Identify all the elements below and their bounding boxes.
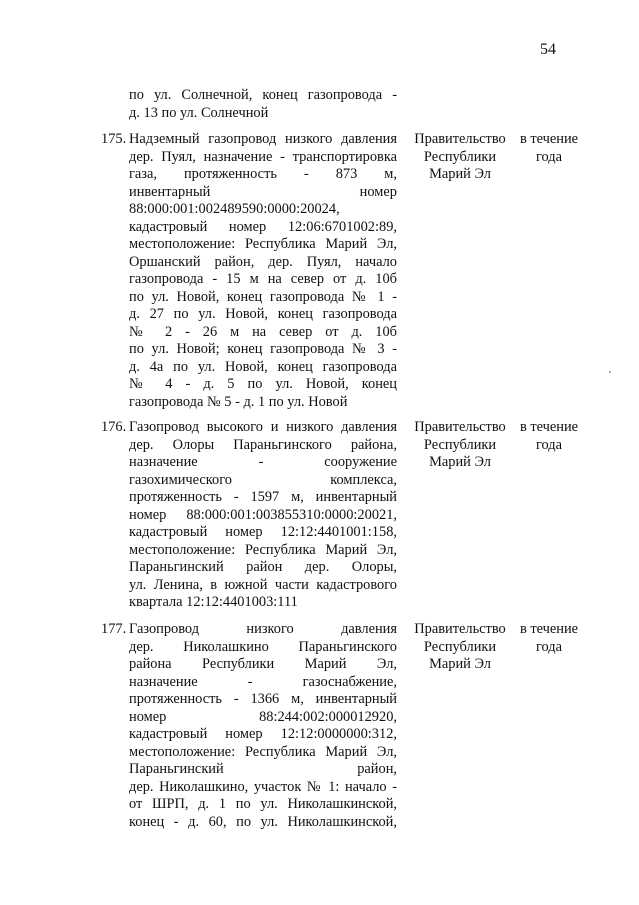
text-line: ул. Ленина, в южной части кадастрового: [129, 576, 397, 593]
text-line: квартала 12:12:4401003:111: [129, 594, 298, 610]
text-line: кадастровый номер 12:12:4401001:158,: [129, 524, 397, 540]
text-line: по ул. Новой; конец газопровода № 3 -: [129, 341, 397, 357]
text-line: местоположение: Республика Марий Эл,: [129, 541, 397, 558]
term-line: года: [535, 638, 563, 655]
owner-line: Правительство: [414, 419, 506, 435]
owner-line: Марий Эл: [429, 166, 491, 182]
text-line: дер. Олоры Параньгинского района,: [129, 436, 397, 453]
text-line: конец - д. 60, по ул. Николашкинской,: [129, 813, 397, 830]
scan-speck: [609, 371, 611, 373]
text-line: Надземный газопровод низкого давления: [129, 131, 397, 147]
text-line: номер 88:000:001:003855310:0000:20021,: [129, 506, 397, 523]
entry-term: [514, 419, 584, 454]
text-line: инвентарный номер: [129, 183, 397, 200]
entry-description: [129, 419, 397, 612]
entry-description: [129, 131, 397, 411]
text-line: 88:000:001:002489590:0000:20024,: [129, 201, 340, 217]
text-line: по ул. Новой, конец газопровода № 1 -: [129, 288, 397, 305]
page-number: 54: [540, 41, 556, 58]
entry-owner: [405, 131, 515, 184]
text-line: газопровода № 5 - д. 1 по ул. Новой: [129, 393, 348, 410]
text-line: местоположение: Республика Марий Эл,: [129, 743, 397, 760]
text-line: Оршанский район, дер. Пуял, начало: [129, 253, 397, 270]
term-line: в течение: [519, 621, 579, 637]
owner-line: Правительство: [414, 131, 506, 147]
text-line: Параньгинский район,: [129, 761, 397, 777]
text-line: Параньгинский район дер. Олоры,: [129, 559, 397, 575]
text-line: Газопровод высокого и низкого давления: [129, 419, 397, 435]
text-line: назначение - газоснабжение,: [129, 673, 397, 690]
continuation-text: [129, 87, 397, 122]
entry-owner: [405, 419, 515, 472]
text-line: назначение - сооружение: [129, 454, 397, 470]
entry-term: [514, 131, 584, 166]
text-line: местоположение: Республика Марий Эл,: [129, 236, 397, 252]
owner-line: Марий Эл: [429, 454, 491, 470]
text-line: № 2 - 26 м на север от д. 10б: [129, 323, 397, 340]
text-line: газопровода - 15 м на север от д. 10б: [129, 271, 397, 287]
text-line: д. 4а по ул. Новой, конец газопровода: [129, 358, 397, 375]
entry-term: [514, 621, 584, 656]
owner-line: Правительство: [414, 621, 506, 637]
text-line: газа, протяженность - 873 м,: [129, 166, 397, 182]
entry-number: 175.: [101, 131, 127, 147]
text-line: номер 88:244:002:000012920,: [129, 708, 397, 725]
owner-line: Республики: [423, 638, 497, 655]
entry-owner: [405, 621, 515, 674]
term-line: года: [535, 148, 563, 165]
text-line: д. 27 по ул. Новой, конец газопровода: [129, 306, 397, 322]
text-line: дер. Николашкино, участок № 1: начало -: [129, 778, 397, 795]
text-line: протяженность - 1597 м, инвентарный: [129, 489, 397, 505]
owner-line: Марий Эл: [429, 656, 491, 672]
text-line: д. 13 по ул. Солнечной: [129, 104, 269, 121]
text-line: кадастровый номер 12:06:6701002:89,: [129, 218, 397, 235]
term-line: в течение: [519, 131, 579, 147]
owner-line: Республики: [423, 436, 497, 453]
term-line: в течение: [519, 419, 579, 435]
text-line: № 4 - д. 5 по ул. Новой, конец: [129, 376, 397, 392]
text-line: от ШРП, д. 1 по ул. Николашкинской,: [129, 796, 397, 812]
text-line: протяженность - 1366 м, инвентарный: [129, 691, 397, 707]
entry-number: 177.: [101, 621, 127, 637]
entry-description: [129, 621, 397, 831]
text-line: дер. Пуял, назначение - транспортировка: [129, 148, 397, 165]
term-line: года: [535, 436, 563, 453]
text-line: кадастровый номер 12:12:0000000:312,: [129, 726, 397, 742]
text-line: газохимического комплекса,: [129, 471, 397, 488]
text-line: Газопровод низкого давления: [129, 621, 397, 637]
owner-line: Республики: [423, 148, 497, 165]
text-line: дер. Николашкино Параньгинского: [129, 638, 397, 655]
text-line: района Республики Марий Эл,: [129, 656, 397, 672]
text-line: по ул. Солнечной, конец газопровода -: [129, 87, 397, 103]
entry-number: 176.: [101, 419, 127, 435]
